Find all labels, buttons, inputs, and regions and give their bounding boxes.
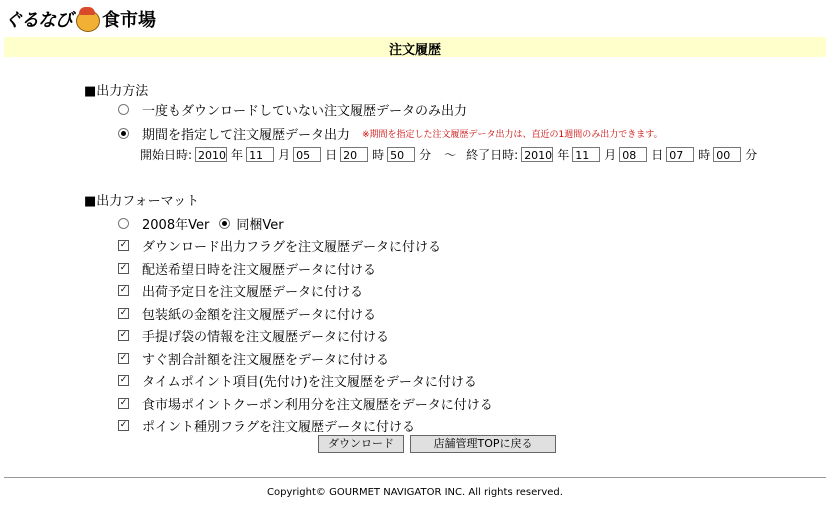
checkbox[interactable] [118,353,129,364]
start-year-unit: 年 [231,148,244,162]
date-range-note: ※期間を指定した注文履歴データ出力は、直近の1週間のみ出力できます。 [362,130,663,140]
checkbox-label: 手提げ袋の情報を注文履歴データに付ける [142,330,390,345]
page-title: 注文履歴 [388,43,441,58]
start-month-input[interactable]: 11 [246,147,274,162]
checkbox[interactable] [118,263,129,274]
checkbox[interactable] [118,330,129,341]
output-method-option2[interactable] [118,124,663,143]
logo-text-gurunavi: ぐるなび [4,10,72,31]
start-day-unit: 日 [325,148,338,162]
radio-bundle-ver[interactable] [219,218,230,229]
start-day-input[interactable]: 05 [293,147,321,162]
checkbox[interactable] [118,398,129,409]
checkbox-row[interactable] [118,259,376,278]
checkbox-row[interactable] [118,281,363,300]
end-day-unit: 日 [651,148,664,162]
end-month-input[interactable]: 11 [572,147,600,162]
output-method-option1[interactable] [118,100,467,119]
radio-2008-ver[interactable] [118,218,129,229]
start-minute-input[interactable]: 50 [387,147,415,162]
checkbox-label: タイムポイント項目(先付け)を注文履歴をデータに付ける [142,375,477,390]
checkbox[interactable] [118,420,129,431]
back-to-top-button[interactable]: 店舗管理TOPに戻る [410,435,556,453]
checkbox[interactable] [118,285,129,296]
page-title-bar [4,37,826,57]
end-minute-unit: 分 [745,148,758,162]
checkbox[interactable] [118,375,129,386]
start-label: 開始日時: [140,148,193,162]
checkbox-row[interactable] [118,304,376,323]
range-tilde: ～ [444,148,457,162]
logo-text-shokuichiba: 食市場 [102,10,156,31]
end-year-input[interactable]: 2010 [521,147,553,162]
radio-date-range[interactable] [118,128,129,139]
version-selector [118,214,284,233]
end-hour-input[interactable]: 07 [666,147,694,162]
checkbox-row[interactable] [118,349,389,368]
checkbox[interactable] [118,308,129,319]
start-minute-unit: 分 [419,148,432,162]
start-hour-unit: 時 [372,148,385,162]
checkbox-label: 食市場ポイントクーポン利用分を注文履歴をデータに付ける [142,398,493,413]
checkbox-row[interactable] [118,236,441,255]
checkbox-label: ダウンロード出力フラグを注文履歴データに付ける [142,240,442,255]
checkbox-row[interactable] [118,326,389,345]
end-hour-unit: 時 [698,148,711,162]
checkbox-label: 配送希望日時を注文履歴データに付ける [142,263,377,278]
radio-unexported-only[interactable] [118,104,129,115]
checkbox-label: 包装紙の金額を注文履歴データに付ける [142,308,377,323]
checkbox-row[interactable] [118,394,493,413]
site-logo [4,4,156,34]
version-bundle-label: 同梱Ver [236,218,284,233]
divider [4,477,826,478]
download-button[interactable]: ダウンロード [318,435,404,453]
end-month-unit: 月 [604,148,617,162]
end-year-unit: 年 [557,148,570,162]
mascot-icon [74,7,100,31]
start-hour-input[interactable]: 20 [340,147,368,162]
date-range-inputs [140,146,760,163]
start-year-input[interactable]: 2010 [195,147,227,162]
option1-label: 一度もダウンロードしていない注文履歴データのみ出力 [142,104,468,119]
copyright: Copyright© GOURMET NAVIGATOR INC. All rights reserved. [267,487,563,498]
end-day-input[interactable]: 08 [619,147,647,162]
end-minute-input[interactable]: 00 [713,147,741,162]
start-month-unit: 月 [278,148,291,162]
output-format-heading: ■出力フォーマット [84,194,200,209]
checkbox-label: 出荷予定日を注文履歴データに付ける [142,285,364,300]
output-method-heading: ■出力方法 [84,84,149,99]
checkbox-label: すぐ割合計額を注文履歴をデータに付ける [142,353,390,368]
checkbox[interactable] [118,240,129,251]
end-label: 終了日時: [466,148,519,162]
checkbox-label: ポイント種別フラグを注文履歴データに付ける [142,420,416,435]
version-2008-label: 2008年Ver [142,218,210,233]
checkbox-row[interactable] [118,416,415,435]
checkbox-row[interactable] [118,371,477,390]
option2-label: 期間を指定して注文履歴データ出力 [142,128,351,143]
